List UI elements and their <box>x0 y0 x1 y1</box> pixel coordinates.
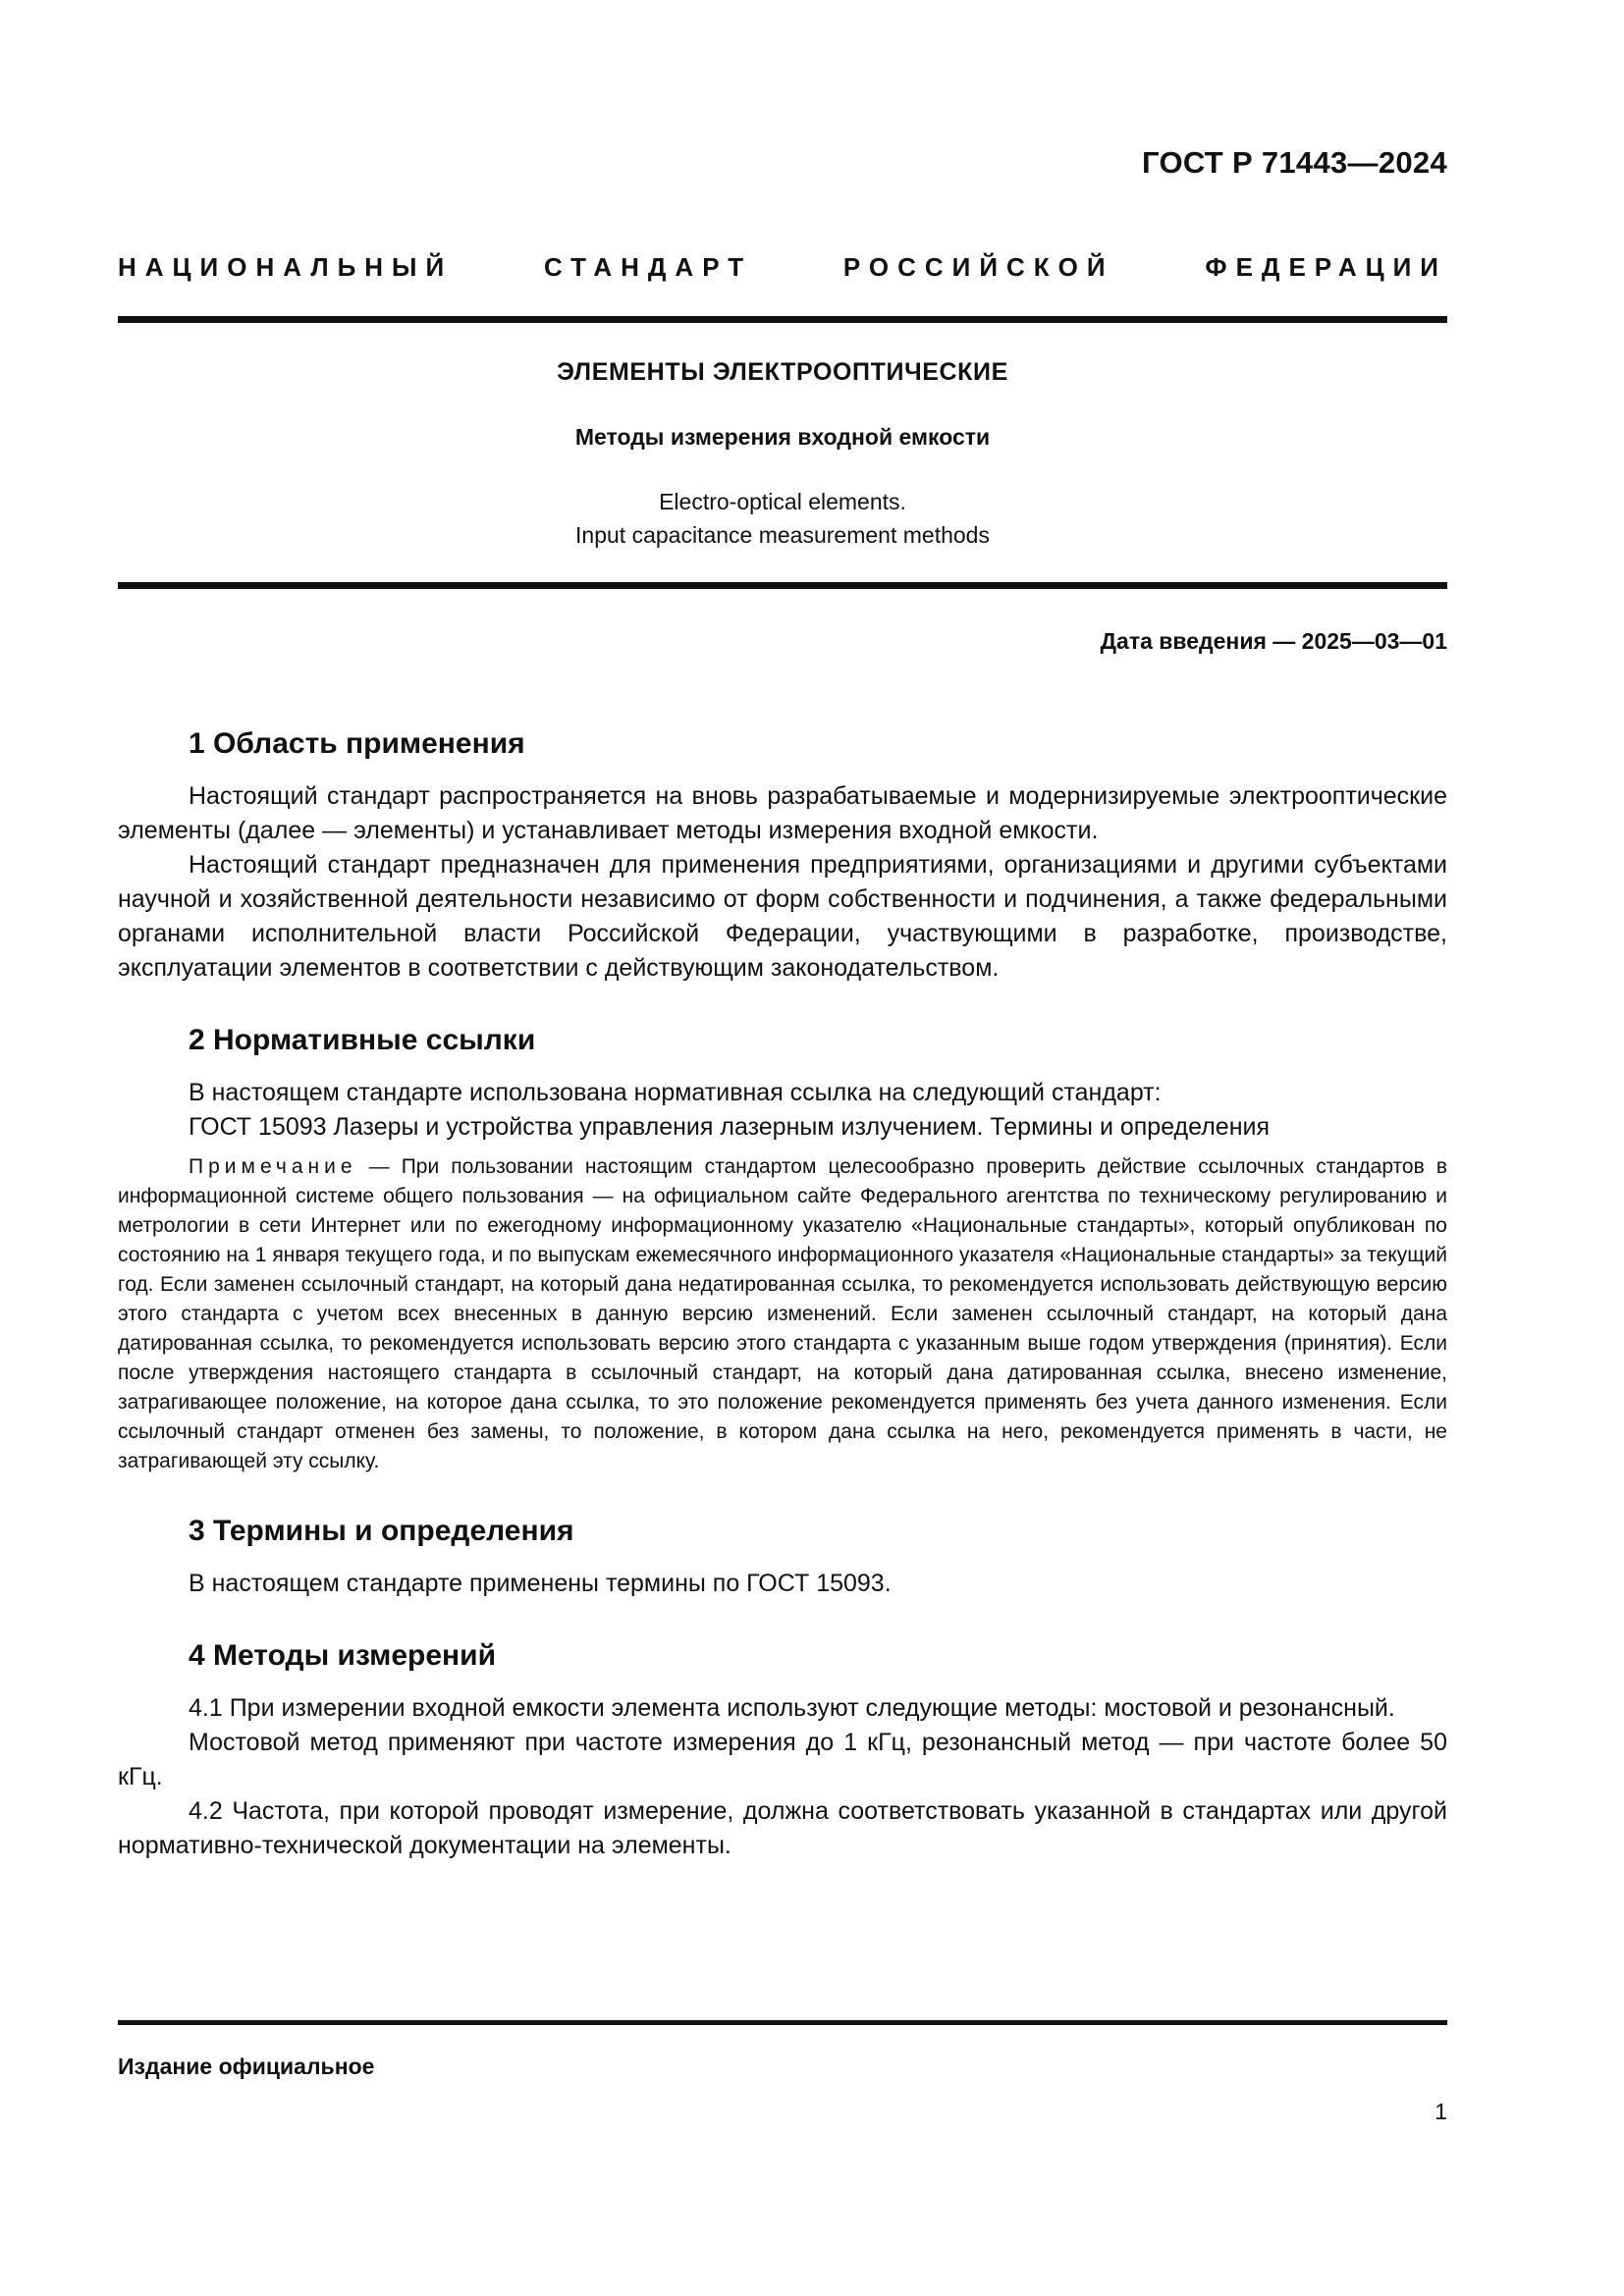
english-title-line-1: Electro-optical elements. <box>659 489 906 514</box>
section-normative-references <box>118 1023 1447 1476</box>
section-scope <box>118 726 1447 986</box>
section-title: 3 Термины и определения <box>189 1515 574 1547</box>
title-divider <box>118 582 1447 589</box>
english-title <box>118 485 1447 552</box>
paragraph: В настоящем стандарте использована нормативная ссылка на следующий стандарт: <box>189 1079 1162 1106</box>
national-standard-heading: НАЦИОНАЛЬНЫЙ СТАНДАРТ РОССИЙСКОЙ ФЕДЕРАЦИИ <box>118 252 1447 282</box>
paragraph: Мостовой метод применяют при частоте измерения до 1 кГц, резонансный метод — при частоте более 50 кГц. <box>118 1729 1447 1790</box>
paragraph: Настоящий стандарт распространяется на вновь разрабатываемые и модернизируемые электрооптические элементы (далее — элементы) и устанавливает методы измерения входной емкости. <box>118 782 1447 844</box>
document-number: ГОСТ Р 71443—2024 <box>1142 145 1447 180</box>
paragraph: Настоящий стандарт предназначен для применения предприятиями, организациями и другими субъектами научной и хозяйственной деятельности независимо от форм собственности и подчинения, а также федеральными органами исполнительной власти Российской Федерации, участвующими в разработке, производстве, эксплуатации элементов в соответствии с действующим законодательством. <box>118 851 1447 982</box>
section-title: 2 Нормативные ссылки <box>189 1024 536 1056</box>
section-terms <box>118 1514 1447 1601</box>
document-body <box>118 726 1447 1900</box>
section-title: 1 Область применения <box>189 727 525 760</box>
page-number: 1 <box>1435 2099 1447 2124</box>
document-title: ЭЛЕМЕНТЫ ЭЛЕКТРООПТИЧЕСКИЕ <box>557 358 1008 386</box>
english-title-line-2: Input capacitance measurement methods <box>575 522 990 548</box>
paragraph: 4.1 При измерении входной емкости элемента используют следующие методы: мостовой и резонансный. <box>189 1694 1395 1722</box>
reference-entry: ГОСТ 15093 Лазеры и устройства управления лазерным излучением. Термины и определения <box>189 1113 1271 1141</box>
top-divider <box>118 316 1447 323</box>
introduction-date: Дата введения — 2025—03—01 <box>1100 628 1447 654</box>
document-subtitle: Методы измерения входной емкости <box>574 424 991 450</box>
section-methods <box>118 1638 1447 1863</box>
paragraph: В настоящем стандарте применены термины по ГОСТ 15093. <box>189 1570 892 1597</box>
note-text: — При пользовании настоящим стандартом целесообразно проверить действие ссылочных стандартов в информационной системе общего пользования — на официальном сайте Федерального агентства по техническому регулированию и метрологии в сети Интернет или по ежегодному информационному указателю «Национальные стандарты», который опубликован по состоянию на 1 января текущего года, и по выпускам ежемесячного информационного указателя «Национальные стандарты» за текущий год. Если заменен ссылочный стандарт, на который дана недатированная ссылка, то рекомендуется использовать действующую версию этого стандарта с учетом всех внесенных в данную версию изменений. Если заменен ссылочный стандарт, на который дана датированная ссылка, то рекомендуется использовать версию этого стандарта с указанным выше годом утверждения (принятия). Если после утверждения настоящего стандарта в ссылочный стандарт, на который дана датированная ссылка, внесено изменение, затрагивающее положение, на которое дана ссылка, то это положение рекомендуется применять без учета данного изменения. Если ссылочный стандарт отменен без замены, то положение, в котором дана ссылка на него, рекомендуется применять в части, не затрагивающей эту ссылку. <box>118 1155 1447 1472</box>
note <box>118 1152 1447 1476</box>
note-label: Примечание <box>189 1155 357 1178</box>
edition-label: Издание официальное <box>118 2054 375 2079</box>
footer-divider <box>118 2020 1447 2025</box>
section-title: 4 Методы измерений <box>189 1639 497 1672</box>
paragraph: 4.2 Частота, при которой проводят измерение, должна соответствовать указанной в стандартах или другой нормативно-технической документации на элементы. <box>118 1797 1447 1859</box>
document-page <box>118 0 1447 2296</box>
